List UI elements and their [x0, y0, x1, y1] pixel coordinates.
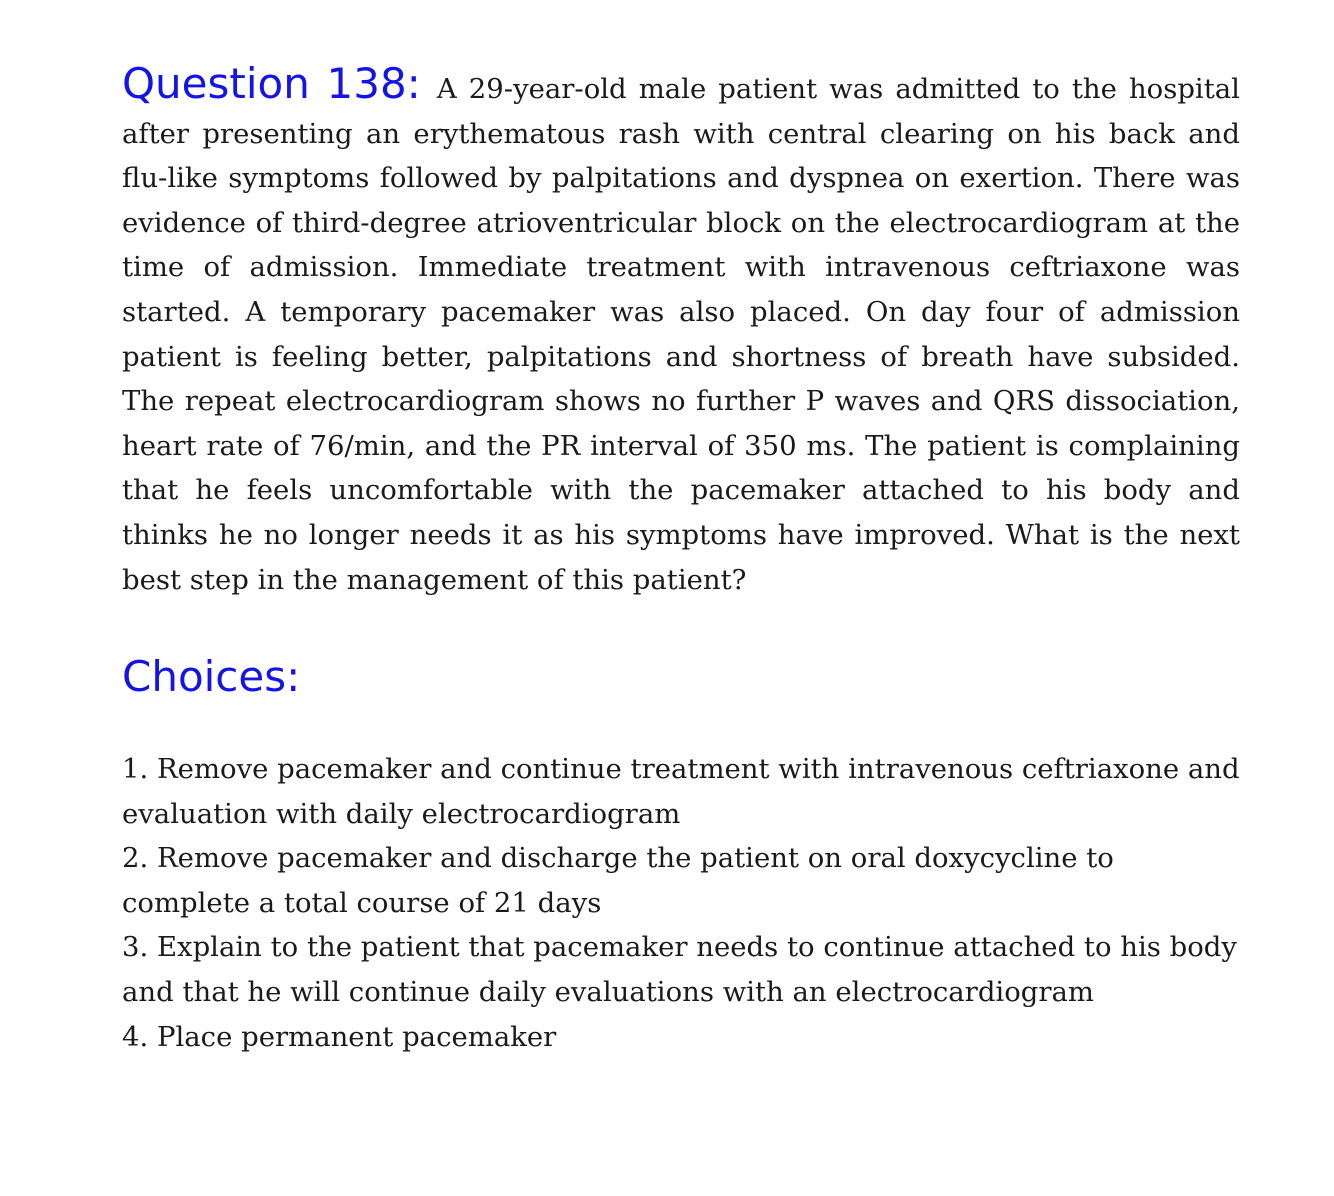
choice-item-3: 3. Explain to the patient that pacemaker needs to continue attached to his body and that he will continue daily evaluations with an electrocardiogram	[122, 931, 1237, 1008]
choice-item-2: 2. Remove pacemaker and discharge the patient on oral doxycycline to complete a total course of 21 days	[122, 842, 1114, 919]
question-heading: Question 138:	[122, 59, 421, 108]
question-text: A 29-year-old male patient was admitted to the hospital after presenting an erythematous rash with central clearing on his back and flu-like symptoms followed by palpitations and dyspnea on exertion. There was evidence of third-degree atrioventricular block on the electrocardiogram at the time of admission. Immediate treatment with intravenous ceftriaxone was started. A temporary pacemaker was also placed. On day four of admission patient is feeling better, palpitations and shortness of breath have subsided. The repeat electrocardiogram shows no further P waves and QRS dissociation, heart rate of 76/min, and the PR interval of 350 ms. The patient is complaining that he feels uncomfortable with the pacemaker attached to his body and thinks he no longer needs it as his symptoms have improved. What is the next best step in the management of this patient?	[122, 73, 1240, 596]
choice-item-4: 4. Place permanent pacemaker	[122, 1020, 557, 1053]
choices-list	[122, 747, 1240, 1059]
question-paragraph	[122, 59, 1240, 602]
choice-item-1: 1. Remove pacemaker and continue treatment with intravenous ceftriaxone and evaluation with daily electrocardiogram	[122, 753, 1240, 830]
choices-heading: Choices:	[122, 652, 301, 701]
question-page	[122, 59, 1240, 1053]
